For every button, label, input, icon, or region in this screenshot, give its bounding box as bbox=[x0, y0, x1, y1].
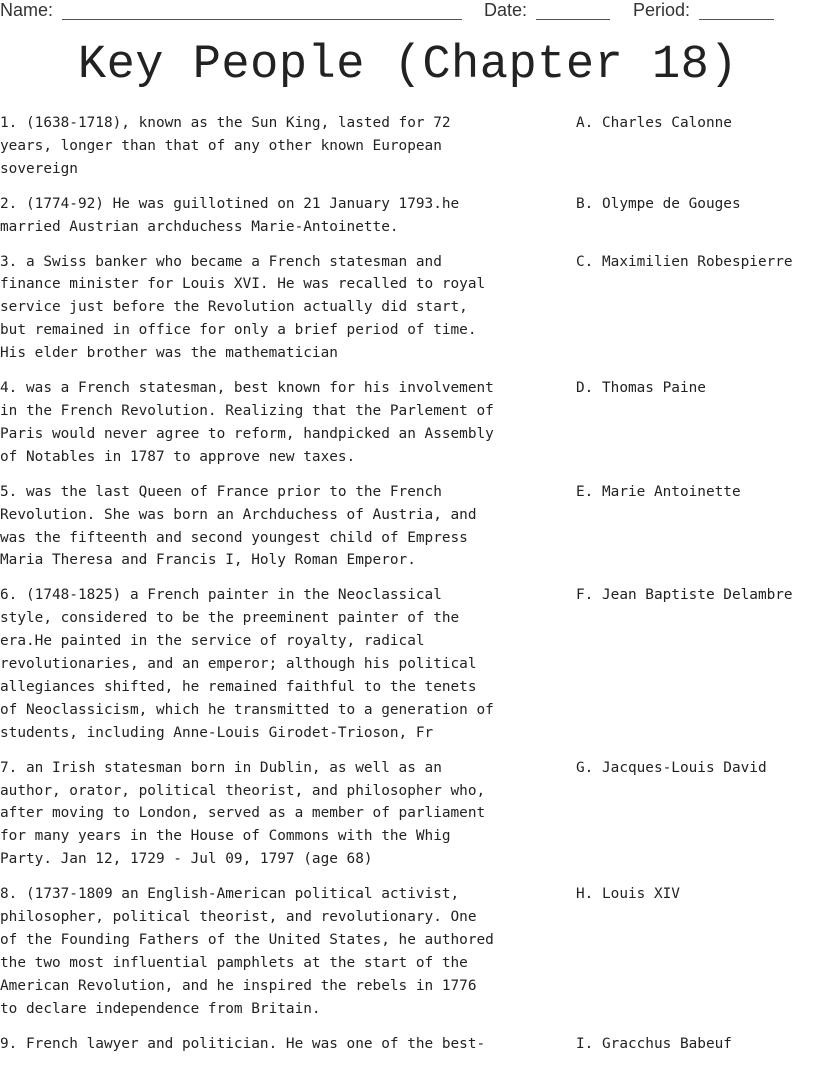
matching-item bbox=[0, 193, 816, 239]
question-text: 8. (1737-1809 an English-American political activist, philosopher, political theorist, and revolutionary. One of the Founding Fathers of the United States, he authored the two most influential pamphlets at the start of the American Revolution, and he inspired the rebels in 1776 to declare independence from Britain. bbox=[0, 886, 494, 1017]
answer-option: I. Gracchus Babeuf bbox=[576, 1035, 732, 1052]
matching-item bbox=[0, 112, 816, 181]
answer-option: G. Jacques-Louis David bbox=[576, 759, 767, 776]
worksheet-header bbox=[0, 0, 816, 24]
matching-item bbox=[0, 1033, 816, 1056]
page-title: Key People (Chapter 18) bbox=[77, 39, 739, 92]
question-text: 3. a Swiss banker who became a French statesman and finance minister for Louis XVI. He was recalled to royal service just before the Revolution actually did start, but remained in office for only a brief period of time. His elder brother was the mathematician bbox=[0, 253, 486, 362]
answer-option: C. Maximilien Robespierre bbox=[576, 253, 793, 270]
period-field-line[interactable] bbox=[699, 19, 774, 20]
answer-option: A. Charles Calonne bbox=[576, 115, 732, 131]
question-text: 2. (1774-92) He was guillotined on 21 January 1793.he married Austrian archduchess Marie-Antoinette. bbox=[0, 195, 460, 235]
date-field-line[interactable] bbox=[536, 19, 610, 20]
matching-item bbox=[0, 883, 816, 1020]
answer-option: D. Thomas Paine bbox=[576, 380, 706, 397]
date-label: Date: bbox=[484, 0, 528, 20]
question-text: 9. French lawyer and politician. He was one of the best- bbox=[0, 1035, 486, 1052]
name-field-line[interactable] bbox=[62, 19, 462, 20]
question-text: 1. (1638-1718), known as the Sun King, lasted for 72 years, longer than that of any other known European sovereign bbox=[0, 115, 451, 177]
matching-item bbox=[0, 377, 816, 469]
matching-list bbox=[0, 112, 816, 1068]
answer-option: H. Louis XIV bbox=[576, 886, 680, 903]
matching-item bbox=[0, 757, 816, 872]
answer-option: E. Marie Antoinette bbox=[576, 483, 741, 500]
answer-option: B. Olympe de Gouges bbox=[576, 195, 741, 212]
matching-item bbox=[0, 251, 816, 366]
question-text: 5. was the last Queen of France prior to the French Revolution. She was born an Archduchess of Austria, and was the fifteenth and second youngest child of Empress Maria Theresa and Francis I, Holy Roman Emperor. bbox=[0, 483, 477, 569]
question-text: 7. an Irish statesman born in Dublin, as well as an author, orator, political theorist, and philosopher who, after moving to London, served as a member of parliament for many years in the House of Commons with the Whig Party. Jan 12, 1729 - Jul 09, 1797 (age 68) bbox=[0, 759, 486, 868]
name-label: Name: bbox=[0, 0, 54, 20]
answer-option: F. Jean Baptiste Delambre bbox=[576, 587, 793, 604]
question-text: 6. (1748-1825) a French painter in the Neoclassical style, considered to be the preeminent painter of the era.He painted in the service of royalty, radical revolutionaries, and an emperor; although his political allegiances shifted, he remained faithful to the tenets of Neoclassicism, which he transmitted to a generation of students, including Anne-Louis Girodet-Trioson, Fr bbox=[0, 587, 494, 741]
matching-item bbox=[0, 584, 816, 744]
question-text: 4. was a French statesman, best known for his involvement in the French Revolution. Realizing that the Parlement of Paris would never agree to reform, handpicked an Assembly of Notables in 1787 to approve new taxes. bbox=[0, 380, 494, 465]
matching-item bbox=[0, 481, 816, 573]
period-label: Period: bbox=[633, 0, 691, 20]
